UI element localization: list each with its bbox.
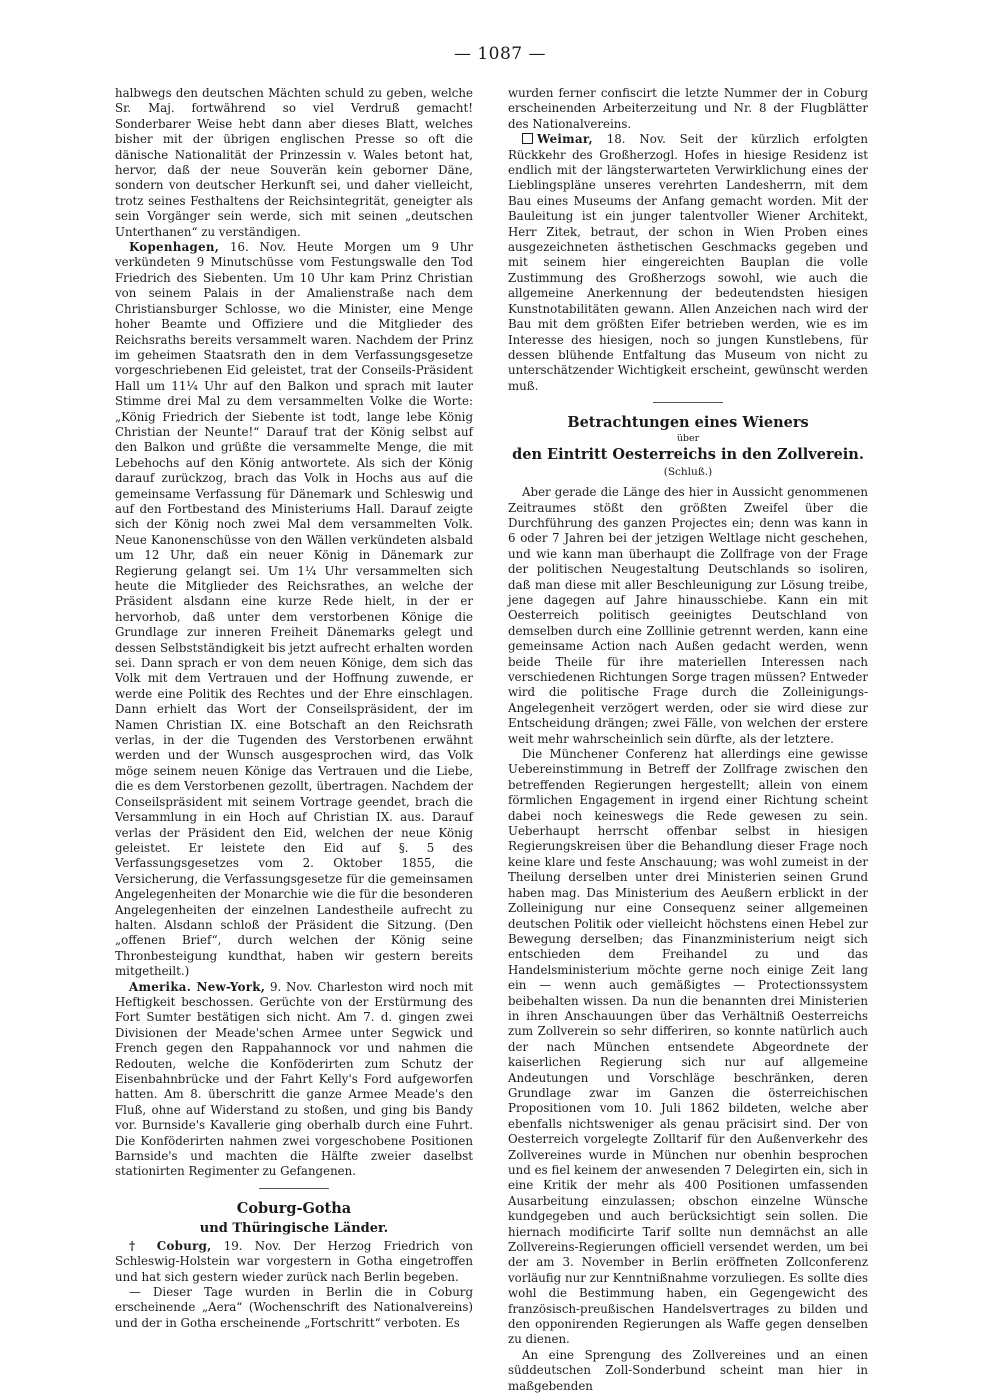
news-text: 9. Nov. Charleston wird noch mit Heftigkeit beschossen. Gerüchte von der Erstürmung des Fort Sumter bestätigen sich nicht. Am 7. d. gingen zwei Divisionen der Meade'schen Armee unter Segwick und French gegen den Rappahannock vor und nahmen die Redouten, welche die Konföderirten zum Schutz der Eisenbahnbrücke und der Fahrt Kelly's Ford aufgeworfen hatten. Am 8. überschritt die ganze Armee Meade's den Fluß, ohne auf Widerstand zu stoßen, und ging bis Bandy vor. Burnside's Kavallerie ging oberhalb durch eine Fuhrt. Die Konföderirten nahmen zwei vorgeschobene Positionen Barnside's und machten die Hälfte zweier daselbst stationirten Regimenter zu Gefangenen. (115, 979, 474, 1179)
article-title-connector: über (676, 433, 700, 445)
square-marker-icon (522, 133, 533, 144)
article-title-continued: den Eintritt Oesterreichs in den Zollverein. (512, 446, 864, 464)
news-text: 19. Nov. Der Herzog Friedrich von Schleswig-Holstein war vorgestern in Gotha eingetroffen und hat sich gestern wieder zurück nach Berlin begeben. (115, 1238, 473, 1284)
news-item-weimar (508, 132, 868, 394)
news-continuation: wurden ferner confiscirt die letzte Nummer der in Coburg erscheinenden Arbeiterzeitung und Nr. 8 der Flugblätter des Nationalvereins. (508, 86, 868, 131)
news-item-coburg (115, 1239, 473, 1285)
section-divider (259, 1188, 329, 1189)
section-title: Coburg-Gotha (236, 1199, 352, 1217)
article-paragraph: An eine Sprengung des Zollvereines und an einen süddeutschen Zoll-Sonderbund scheint man hier in maßgebenden (508, 1347, 868, 1393)
right-column (508, 86, 868, 1394)
news-item-coburg-2: — Dieser Tage wurden in Berlin die in Coburg erscheinende „Aera“ (Wochenschrift des Nationalvereins) und der in Gotha erscheinende „Fortschritt“ verboten. Es (115, 1285, 473, 1330)
dateline: Amerika. New-York, (129, 979, 266, 994)
page-number: — 1087 — (453, 44, 547, 64)
dateline: Weimar, (537, 132, 593, 147)
news-item-kopenhagen (115, 240, 473, 980)
dateline: † Coburg, (129, 1238, 212, 1253)
section-divider (653, 402, 723, 403)
article-paragraph: halbwegs den deutschen Mächten schuld zu geben, welche Sr. Maj. fortwährend so viel Verdruß gemacht! Sonderbarer Weise hebt dann aber dieses Blatt, welches bisher mit der übrigen englischen Presse so oft die dänische Nationalität der Prinzessin v. Wales betont hat, hervor, daß der neue Souverän kein geborner Däne, sondern von deutscher Herkunft sei, und daher vielleicht, trotz seines Festhaltens der Reichsintegrität, geneigter als sein Vorgänger sein werde, sich mit seinen „deutschen Unterthanen“ zu verständigen. (115, 86, 473, 239)
section-subtitle: und Thüringische Länder. (199, 1220, 389, 1236)
news-text: 16. Nov. Heute Morgen um 9 Uhr verkündeten 9 Minutschüsse vom Festungswalle den Tod Friedrich des Siebenten. Um 10 Uhr kam Prinz Christian von seinem Palais in der Amalienstraße nach dem Christiansburger Schlosse, wo die Minister, eine Menge hoher Beamte und Offiziere und die Mitglieder des Reichsraths bereits versammelt waren. Nachdem der Prinz im geheimen Staatsrath den in dem Verfassungsgesetze vorgeschriebenen Eid geleistet, trat der Conseils-Präsident Hall um 11¼ Uhr auf den Balkon und sprach mit lauter Stimme drei Mal zu dem versammelten Volke die Worte: „König Friedrich der Siebente ist todt, lange lebe König Christian der Neunte!“ Darauf trat der König selbst auf den Balkon und grüßte die versammelte Menge, die mit Lebehochs auf den König antwortete. Als sich der König darauf zurückzog, brach das Volk in Hochs aus auf die gemeinsame Verfassung für Dänemark und Schleswig und auf den Fortbestand des Ministeriums Hall. Darauf zeigte sich der König noch zwei Mal dem versammelten Volk. Neue Kanonenschüsse von den Wällen verkündeten alsbald um 12 Uhr, daß ein neuer König in Dänemark zur Regierung gelangt sei. Um 1¼ Uhr versammelten sich heute die Mitglieder des Reichsrathes, an welche der Präsident alsdann eine kurze Rede hielt, in der er hervorhob, daß unter dem verstorbenen Könige die Grundlage zur inneren Freiheit Dänemarks gelegt und dessen Selbstständigkeit bis jetzt aufrecht erhalten worden sei. Dann sprach er von dem neuen Könige, dem sich das Volk mit dem Vertrauen und der Hoffnung zuwende, er werde eine Politik des Rechtes und der Ehre einschlagen. Dann erhielt das Wort der Conseilspräsident, der im Namen Christian IX. eine Botschaft an den Reichsrath verlas, in der die Tugenden des Verstorbenen erwähnt werden und der Wunsch ausgesprochen wird, das Volk möge seinem neuen Könige das Vertrauen und die Liebe, die es dem Verstorbenen gezollt, übertragen. Nachdem der Conseilspräsident mit seinem Vortrage geendet, brach die Versammlung in ein Hoch auf Christian IX. aus. Darauf verlas der Präsident den Eid, welchen der neue König geleistet. Er leistete den Eid auf §. 5 des Verfassungsgesetzes vom 2. Oktober 1855, die Versicherung, die Verfassungsgesetze für die gemeinsamen Angelegenheiten der Monarchie wie die für die besonderen Angelegenheiten der einzelnen Landestheile aufrecht zu halten. Alsdann schloß der Präsident die Sitzung. (Den „offenen Brief“, durch welchen der König seine Thronbesteigung kundthat, haben wir gestern bereits mitgetheilt.) (115, 240, 473, 979)
article-paragraph: Aber gerade die Länge des hier in Aussicht genommenen Zeitraumes stößt den größten Zweifel über die Durchführung des ganzen Projectes ein; denn was kann in 6 oder 7 Jahren bei der jetzigen Weltlage nicht geschehen, und wie kann man überhaupt die Zollfrage von der Frage der politischen Neugestaltung Deutschlands so isoliren, daß man diese mit aller Beschleunigung zur Lösung treibe, jene dagegen auf Jahre hinausschiebe. Kann ein mit Oesterreich politisch geeinigtes Deutschland von demselben durch eine Zolllinie getrennt werden, kann eine gemeinsame Action nach Außen gedacht werden, wenn beide Theile für ihre materiellen Interessen nach verschiedenen Richtungen Sorge tragen müssen? Entweder wird die politische Frage durch die Zolleinigungs-Angelegenheit verzögert werden, oder sie wird diese zur Entscheidung drängen; zwei Fälle, von welchen der erstere weit mehr wahrscheinlich sein dürfte, als der letztere. (508, 485, 868, 746)
news-item-amerika (115, 980, 473, 1180)
article-paragraph: Die Münchener Conferenz hat allerdings eine gewisse Uebereinstimmung in Betreff der Zollfrage zwischen den betreffenden Regierungen hergestellt; allein von einem förmlichen Engagement in irgend einer Richtung scheint dabei noch keineswegs die Rede gewesen zu sein. Ueberhaupt herrscht offenbar selbst in hiesigen Regierungskreisen über die Behandlung dieser Frage noch keine klare und feste Anschauung; was wohl zumeist in der Theilung derselben unter drei Ministerien seinen Grund haben mag. Das Ministerium des Aeußern erblickt in der Zolleinigung nur eine Consequenz seiner allgemeinen deutschen Politik oder vielleicht höchstens einen Hebel zur Bewegung derselben; das Finanzministerium neigt sich entschieden dem Freihandel zu und das Handelsministerium möchte gerne noch einige Zeit lang ein — wenn auch gemäßigtes — Protectionssystem beibehalten wissen. Da nun die benannten drei Ministerien in ihren Anschauungen über das Verhältniß Oesterreichs zum Zollverein so sehr differiren, so konnte natürlich auch der nach München entsendete Abgeordnete der kaiserlichen Regierung sich nur auf allgemeine Andeutungen und Vorschläge beschränken, deren Grundlage zwar im Ganzen die österreichischen Propositionen vom 10. Juli 1862 bildeten, welche aber ebenfalls nichtsweniger als genau präcisirt sind. Der von Oesterreich vorgelegte Zolltarif für den Außenverkehr des Zollvereines wurde in München nur obenhin besprochen und es fiel keinem der anwesenden 7 Delegirten ein, sich in eine Kritik der mehr als 400 Positionen umfassenden Ausarbeitung einzulassen; obschon einzelne Wünsche kundgegeben und auch berücksichtigt sein sollen. Die hiernach modificirte Tarif sollte nun demnächst an alle Zollvereins-Regierungen officiell versendet werden, um bei der am 3. November in Berlin eröffneten Zollconferenz vorläufig nur zur Kenntnißnahme vorzuliegen. Es sollte dies wohl die Bestimmung haben, ein Gegengewicht des französisch-preußischen Handelsvertrages zu bilden und den opponirenden Regierungen als Waffe gegen denselben zu dienen. (508, 747, 868, 1347)
news-text: 18. Nov. Seit der kürzlich erfolgten Rückkehr des Großherzogl. Hofes in hiesige Residenz ist endlich mit der längsterwarteten Verwirklichung eines der Lieblingspläne unseres verehrten Landesherrn, mit dem Bau eines Museums der Anfang gemacht worden. Mit der Bauleitung ist ein junger talentvoller Wiener Architekt, Herr Zitek, betraut, der schon in Wien Proben eines ausgezeichneten ästhetischen Geschmacks gegeben und mit seinem hier eingereichten Bauplan die volle Zustimmung des Großherzogs sowohl, wie auch die allgemeine Anerkennung der bedeutendsten hiesigen Kunstnotabilitäten gewann. Allen Anzeichen nach wird der Bau mit dem größten Eifer betrieben werden, wie es im Interesse des hiesigen, noch so jungen Kunstlebens, für dessen blühende Entfaltung das Museum von nicht zu unterschätzender Wichtigkeit erscheint, gewünscht werden muß. (508, 132, 868, 393)
dateline: Kopenhagen, (129, 240, 220, 255)
article-note: (Schluß.) (663, 466, 713, 479)
left-column (115, 86, 473, 1331)
article-title: Betrachtungen eines Wieners (567, 414, 809, 432)
